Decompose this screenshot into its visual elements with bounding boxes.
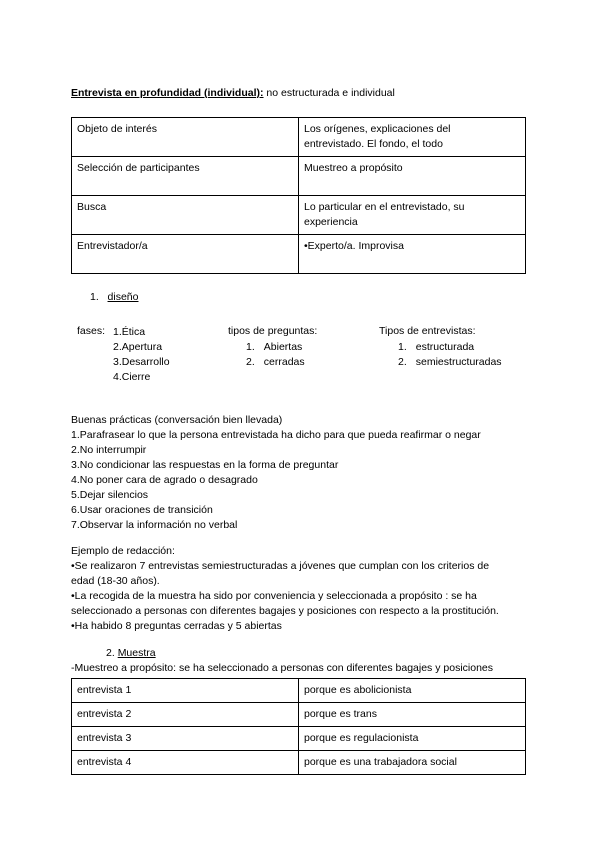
- heading-rest: no estructurada e individual: [263, 87, 395, 99]
- tipos-entrevistas-list: [398, 340, 502, 370]
- table-row: [72, 118, 526, 157]
- practicas-title: Buenas prácticas (conversación bien llevada): [71, 414, 283, 426]
- table-cell: •Experto/a. Improvisa: [299, 235, 526, 274]
- table-row: [72, 751, 526, 775]
- tipos-entrevistas-label: Tipos de entrevistas:: [379, 325, 476, 337]
- paragraph-line: seleccionado a personas con diferentes bagajes y posiciones con respecto a la prostitución.: [71, 605, 499, 617]
- fases-label: fases:: [77, 325, 106, 337]
- table-cell: Entrevistador/a: [72, 235, 299, 274]
- ejemplo-title: Ejemplo de redacción:: [71, 545, 175, 557]
- table-row: [72, 196, 526, 235]
- tipos-preguntas-list: [246, 340, 305, 370]
- interview-table: [71, 117, 526, 274]
- list-item: 6.Usar oraciones de transición: [71, 504, 213, 516]
- table-cell: entrevista 2: [72, 703, 299, 727]
- paragraph-line: •Se realizaron 7 entrevistas semiestructuradas a jóvenes que cumplan con los criterios de: [71, 560, 490, 572]
- list-item: 1. Abiertas: [246, 341, 303, 353]
- muestra-intro: -Muestreo a propósito: se ha seleccionado a personas con diferentes bagajes y posiciones: [71, 662, 494, 674]
- ejemplo-redaccion: [71, 544, 499, 634]
- paragraph-line: •Ha habido 8 preguntas cerradas y 5 abiertas: [71, 620, 282, 632]
- list-item: 5.Dejar silencios: [71, 489, 149, 501]
- list-item: 7.Observar la información no verbal: [71, 519, 238, 531]
- table-row: [72, 679, 526, 703]
- table-cell: entrevista 1: [72, 679, 299, 703]
- table-cell: porque es una trabajadora social: [299, 751, 526, 775]
- list-item: 2.Apertura: [113, 341, 163, 353]
- paragraph-line: edad (18-30 años).: [71, 575, 160, 587]
- table-cell: Selección de participantes: [72, 157, 299, 196]
- table-cell: porque es trans: [299, 703, 526, 727]
- list-item: 4.Cierre: [113, 371, 151, 383]
- fases-list: [113, 325, 170, 385]
- list-item: 1.Parafrasear lo que la persona entrevistada ha dicho para que pueda reafirmar o negar: [71, 429, 481, 441]
- section-heading-diseno: 1. diseño: [90, 291, 139, 303]
- buenas-practicas: [71, 413, 481, 533]
- table-cell: entrevista 3: [72, 727, 299, 751]
- page-heading: [71, 87, 395, 99]
- tipos-preguntas-label: tipos de preguntas:: [228, 325, 318, 337]
- table-cell: Lo particular en el entrevistado, su experiencia: [299, 196, 526, 235]
- list-item: 4.No poner cara de agrado o desagrado: [71, 474, 258, 486]
- table-cell: Objeto de interés: [72, 118, 299, 157]
- list-item: 2.No interrumpir: [71, 444, 147, 456]
- paragraph-line: •La recogida de la muestra ha sido por conveniencia y seleccionada a propósito : se ha: [71, 590, 477, 602]
- list-item: 1. estructurada: [398, 341, 475, 353]
- table-cell: porque es abolicionista: [299, 679, 526, 703]
- list-item: 2. semiestructuradas: [398, 356, 502, 368]
- table-cell: porque es regulacionista: [299, 727, 526, 751]
- sample-table: [71, 678, 526, 775]
- table-cell: Los orígenes, explicaciones del entrevistado. El fondo, el todo: [299, 118, 526, 157]
- list-item: 2. cerradas: [246, 356, 305, 368]
- section-heading-muestra: 2. Muestra: [106, 647, 156, 659]
- table-row: [72, 235, 526, 274]
- table-row: [72, 703, 526, 727]
- table-cell: Busca: [72, 196, 299, 235]
- table-row: [72, 727, 526, 751]
- table-cell: entrevista 4: [72, 751, 299, 775]
- table-cell: Muestreo a propósito: [299, 157, 526, 196]
- table-row: [72, 157, 526, 196]
- list-item: 1.Ética: [113, 326, 146, 338]
- heading-title: Entrevista en profundidad (individual):: [71, 87, 264, 99]
- list-item: 3.No condicionar las respuestas en la forma de preguntar: [71, 459, 339, 471]
- list-item: 3.Desarrollo: [113, 356, 170, 368]
